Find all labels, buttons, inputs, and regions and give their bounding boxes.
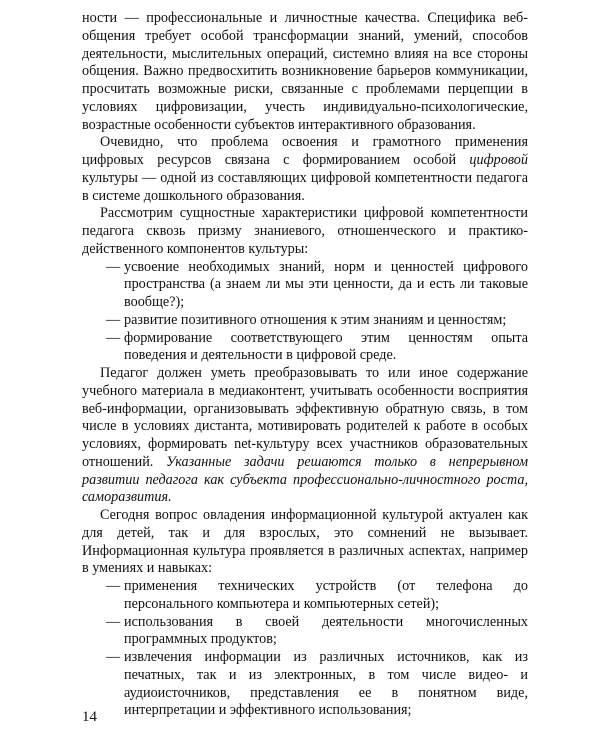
italic-text-run: Указанные задачи решаются только в непрерывном развитии педагога как субъекта профессионально-личностного роста, саморазвития. [82,453,528,506]
list-dash: — [106,578,121,594]
list-item [82,312,528,330]
text-run: ности — профессиональные и личностные качества. Специфика веб-общения требует особой трансформации знаний, умений, способов деятельности, мыслительных операций, системно влияя на все стороны общения. Важно предвосхитить возникновение барьеров коммуникации, просчитать возможные риски, связанные с проблемами перцепции в условиях цифровизации, учесть индивидуально-психологические, возрастные особенности субъектов интерактивного образования. [82,10,528,133]
text-run: культуры — одной из составляющих цифровой компетентности педагога в системе дошкольного образования. [82,169,528,204]
text-run: Сегодня вопрос овладения информационной культурой актуален как для детей, так и для взрослых, это сомнений не вызывает. Информационная культура проявляется в различных аспектах, например в умениях и навыках: [82,507,528,577]
paragraph [82,134,528,205]
paragraph [82,507,528,578]
list-dash: — [106,613,121,630]
list-item-text: использования в своей деятельности многочисленных программных продуктов; [124,613,528,648]
list-dash: — [106,649,121,665]
list-item-text: применения технических устройств (от телефона до персонального компьютера и компьютерных сетей); [124,578,528,612]
list-item [82,614,528,650]
dash-list [82,259,528,366]
list-dash: — [106,258,121,275]
text-run: Рассмотрим сущностные характеристики цифровой компетентности педагога сквозь призму знаниевого, отношенческого и практико-действенного компонентов культуры: [82,205,528,257]
list-dash: — [106,311,121,328]
text-run: Педагог должен уметь преобразовывать то или иное содержание учебного материала в медиаконтент, учитывать особенности восприятия веб-информации, организовывать эффективную обратную связь, в том числе в условиях дистанта, мотивировать родителей к работе в особых условиях, формировать net-культуру всех участников образовательных отношений. [82,365,528,470]
list-item-text: усвоение необходимых знаний, норм и ценностей цифрового пространства (а знаем ли мы эти ценности, да и есть ли таковые вообще?); [124,258,528,310]
list-item [82,578,528,614]
list-item [82,330,528,366]
paragraph [82,10,528,134]
italic-text-run: цифровой [469,152,528,168]
paragraph [82,205,528,258]
book-page [82,10,528,720]
text-run: Очевидно, что проблема освоения и грамотного применения цифровых ресурсов связана с формированием особой [82,134,528,168]
list-item [82,259,528,312]
dash-list [82,578,528,720]
list-item [82,649,528,720]
list-item-text: развитие позитивного отношения к этим знаниям и ценностям; [124,311,507,328]
list-item-text: формирование соответствующего этим ценностям опыта поведения и деятельности в цифровой среде. [124,329,528,364]
page-number: 14 [82,709,97,725]
paragraph [82,365,528,507]
list-dash: — [106,329,121,346]
list-item-text: извлечения информации из различных источников, как из печатных, так и из электронных, в том числе видео- и аудиоисточников, представления ее в понятном виде, интерпретации и эффективного использования; [124,649,528,719]
page-body [82,10,528,720]
